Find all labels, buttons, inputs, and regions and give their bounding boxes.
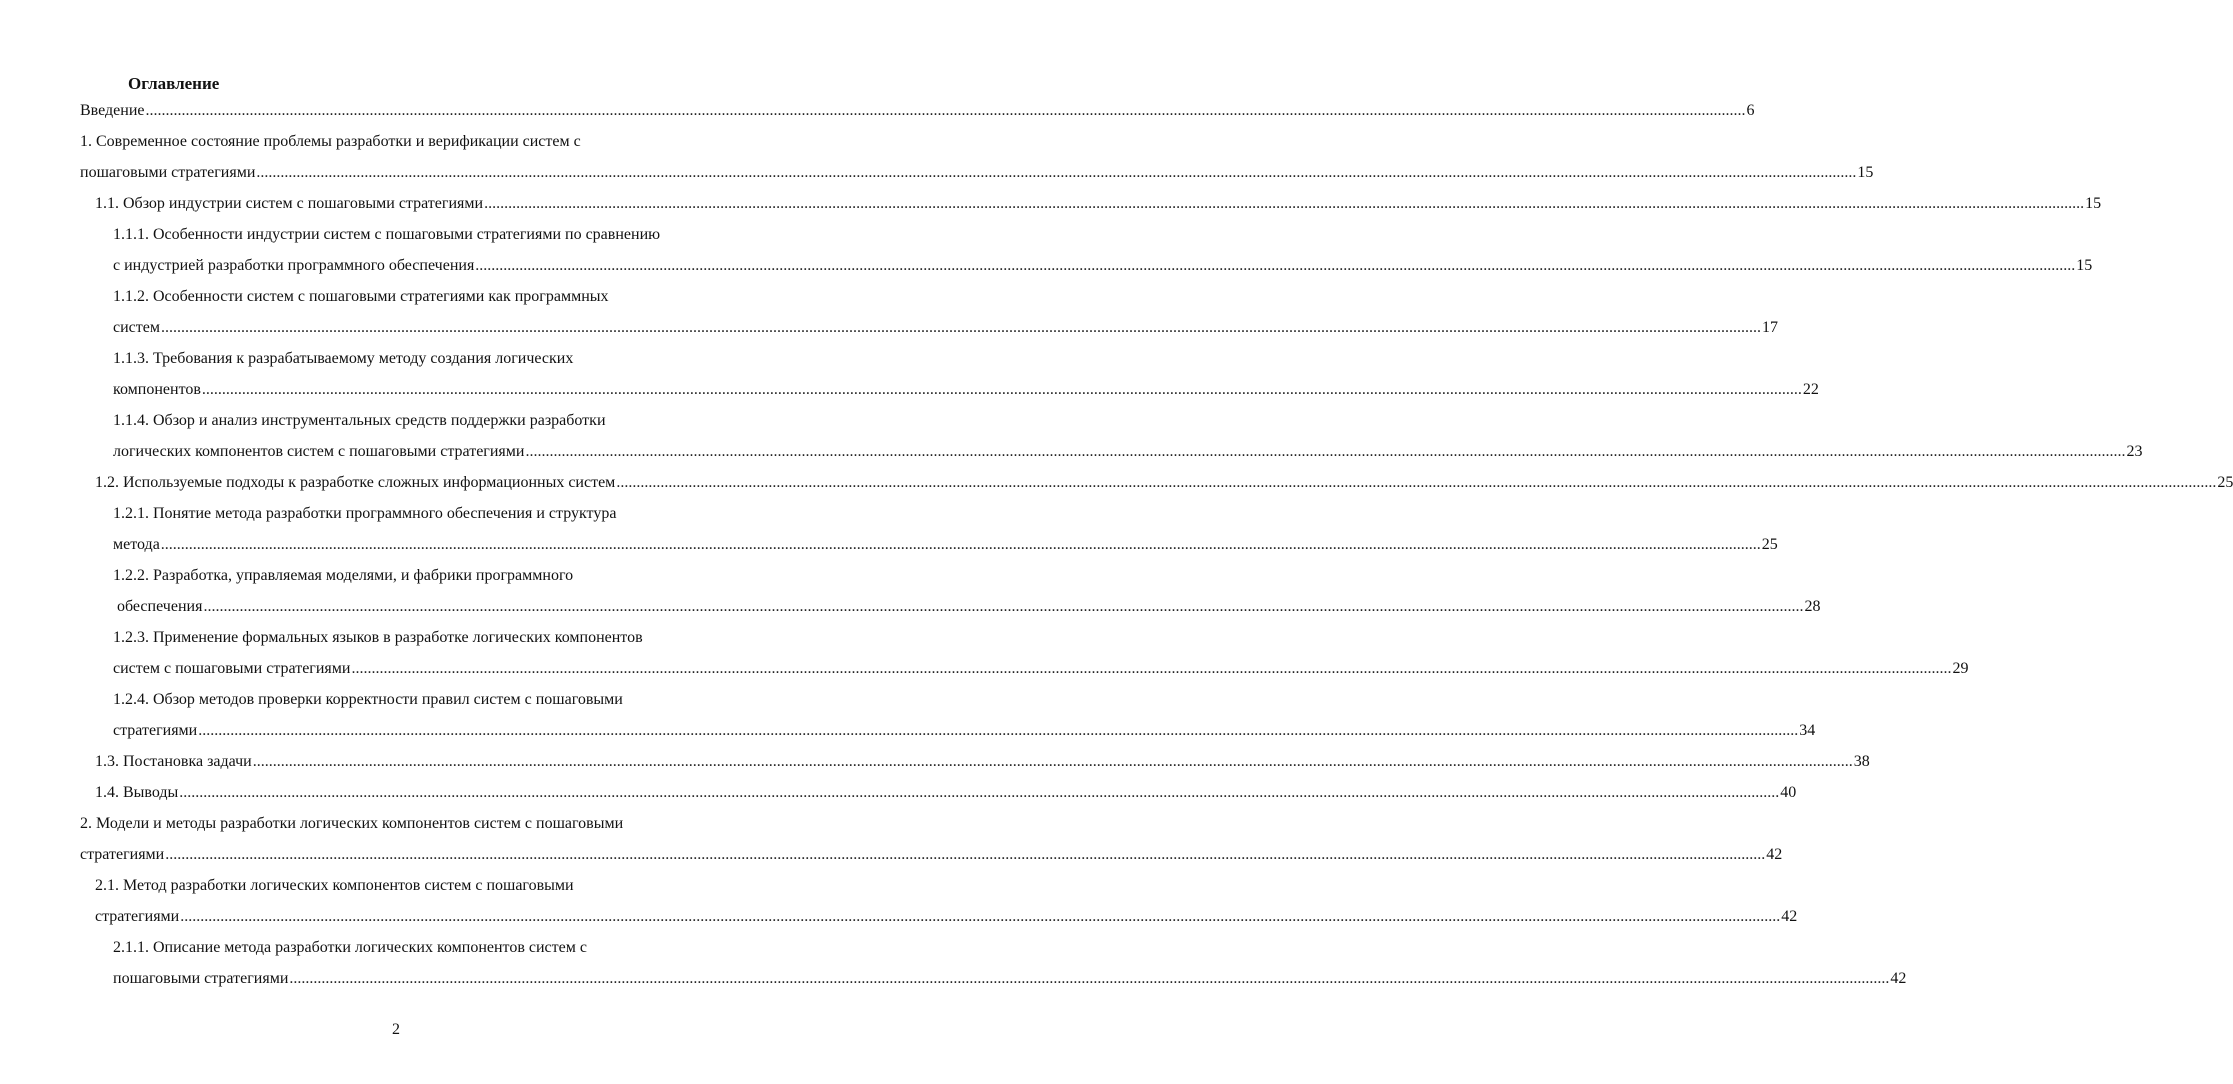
toc-leader: ................................................................................................................................................................................................................................................................................................................................................................................................................ <box>252 753 1853 770</box>
toc-entry-page: 17 <box>1761 319 1778 336</box>
toc-entry-page: 23 <box>2126 443 2143 460</box>
toc-entry-page: 15 <box>2076 257 2093 274</box>
toc-leader: ................................................................................................................................................................................................................................................................................................................................................................................................................ <box>525 443 2126 460</box>
toc-entry-1-2-1-line1[interactable] <box>113 499 616 529</box>
toc-entry-text: 2. Модели и методы разработки логических компонентов систем с пошаговыми <box>80 815 624 832</box>
toc-entry-text: компонентов <box>113 381 201 398</box>
toc-entry-intro[interactable] <box>80 96 1755 126</box>
toc-leader: ................................................................................................................................................................................................................................................................................................................................................................................................................ <box>201 381 1802 398</box>
toc-leader: ................................................................................................................................................................................................................................................................................................................................................................................................................ <box>179 784 1780 801</box>
toc-entry-1-2-1-line2[interactable] <box>113 530 1778 560</box>
toc-entry-text: 1.2.4. Обзор методов проверки корректности правил систем с пошаговыми <box>113 691 623 708</box>
toc-entry-1-1[interactable] <box>95 189 2102 219</box>
toc-leader: ................................................................................................................................................................................................................................................................................................................................................................................................................ <box>475 257 2076 274</box>
toc-entry-text: 1.1.4. Обзор и анализ инструментальных средств поддержки разработки <box>113 412 606 429</box>
toc-entry-page: 28 <box>1804 598 1821 615</box>
toc-leader: ................................................................................................................................................................................................................................................................................................................................................................................................................ <box>145 102 1746 119</box>
toc-entry-1-4[interactable] <box>95 778 1797 808</box>
toc-entry-page: 15 <box>1857 164 1874 181</box>
toc-entry-text: обеспечения <box>117 598 203 615</box>
toc-leader: ................................................................................................................................................................................................................................................................................................................................................................................................................ <box>203 598 1804 615</box>
toc-entry-text: логических компонентов систем с пошаговыми стратегиями <box>113 443 525 460</box>
toc-entry-2-1-1-line2[interactable] <box>113 964 1907 994</box>
toc-entry-text: 2.1.1. Описание метода разработки логических компонентов систем с <box>113 939 587 956</box>
toc-entry-page: 25 <box>2217 474 2233 491</box>
toc-entry-page: 15 <box>2085 195 2102 212</box>
toc-entry-1-line1[interactable] <box>80 127 581 157</box>
toc-entry-text: систем <box>113 319 160 336</box>
toc-entry-page: 42 <box>1890 970 1907 987</box>
toc-entry-text: пошаговыми стратегиями <box>113 970 289 987</box>
toc-leader: ................................................................................................................................................................................................................................................................................................................................................................................................................ <box>160 536 1761 553</box>
toc-leader: ................................................................................................................................................................................................................................................................................................................................................................................................................ <box>165 846 1766 863</box>
toc-entry-1-1-2-line2[interactable] <box>113 313 1778 343</box>
toc-entry-page: 29 <box>1952 660 1969 677</box>
toc-entry-1-2-3-line2[interactable] <box>113 654 1969 684</box>
toc-entry-page: 6 <box>1746 102 1755 119</box>
toc-entry-text: пошаговыми стратегиями <box>80 164 256 181</box>
toc-entry-text: с индустрией разработки программного обеспечения <box>113 257 475 274</box>
toc-entry-page: 40 <box>1780 784 1797 801</box>
toc-entry-text: 2.1. Метод разработки логических компонентов систем с пошаговыми <box>95 877 574 894</box>
toc-entry-page: 25 <box>1761 536 1778 553</box>
toc-entry-text: 1.4. Выводы <box>95 784 179 801</box>
toc-leader: ................................................................................................................................................................................................................................................................................................................................................................................................................ <box>484 195 2085 212</box>
toc-entry-page: 38 <box>1853 753 1870 770</box>
toc-entry-2-line2[interactable] <box>80 840 1783 870</box>
toc-entry-2-1-line2[interactable] <box>95 902 1798 932</box>
toc-entry-text: 1.1.3. Требования к разрабатываемому методу создания логических <box>113 350 574 367</box>
toc-entry-1-2-4-line1[interactable] <box>113 685 623 715</box>
toc-leader: ................................................................................................................................................................................................................................................................................................................................................................................................................ <box>180 908 1781 925</box>
toc-entry-1-1-2-line1[interactable] <box>113 282 609 312</box>
toc-leader: ................................................................................................................................................................................................................................................................................................................................................................................................................ <box>256 164 1857 181</box>
toc-entry-2-line1[interactable] <box>80 809 623 839</box>
toc-entry-1-2[interactable] <box>95 468 2233 498</box>
toc-leader: ................................................................................................................................................................................................................................................................................................................................................................................................................ <box>198 722 1799 739</box>
toc-entry-1-1-1-line2[interactable] <box>113 251 2093 281</box>
toc-entry-1-line2[interactable] <box>80 158 1874 188</box>
toc-entry-1-2-2-line1[interactable] <box>113 561 573 591</box>
toc-entry-page: 22 <box>1802 381 1819 398</box>
toc-entry-1-2-2-line2[interactable] <box>117 592 1821 622</box>
toc-entry-text: систем с пошаговыми стратегиями <box>113 660 351 677</box>
toc-title: Оглавление <box>128 74 220 93</box>
toc-entry-text: 1.2.2. Разработка, управляемая моделями, и фабрики программного <box>113 567 574 584</box>
toc-entry-1-1-4-line2[interactable] <box>113 437 2143 467</box>
toc-entry-text: стратегиями <box>113 722 198 739</box>
toc-entry-text: 1.3. Постановка задачи <box>95 753 252 770</box>
toc-entry-text: 1.2.1. Понятие метода разработки программного обеспечения и структура <box>113 505 617 522</box>
toc-leader: ................................................................................................................................................................................................................................................................................................................................................................................................................ <box>351 660 1952 677</box>
toc-entry-1-1-3-line2[interactable] <box>113 375 1819 405</box>
toc-entry-text: 1.2.3. Применение формальных языков в разработке логических компонентов <box>113 629 643 646</box>
toc-entry-text: 1.2. Используемые подходы к разработке сложных информационных систем <box>95 474 616 491</box>
toc-entry-1-3[interactable] <box>95 747 1870 777</box>
toc-entry-2-1-line1[interactable] <box>95 871 574 901</box>
toc-entry-text: Введение <box>80 102 145 119</box>
toc-entry-text: метода <box>113 536 160 553</box>
toc-entry-1-1-4-line1[interactable] <box>113 406 606 436</box>
toc-leader: ................................................................................................................................................................................................................................................................................................................................................................................................................ <box>160 319 1761 336</box>
toc-entry-1-2-4-line2[interactable] <box>113 716 1816 746</box>
toc-entry-page: 42 <box>1781 908 1798 925</box>
toc-entry-1-2-3-line1[interactable] <box>113 623 643 653</box>
toc-entry-text: стратегиями <box>80 846 165 863</box>
toc-entry-text: стратегиями <box>95 908 180 925</box>
toc-entry-1-1-3-line1[interactable] <box>113 344 573 374</box>
toc-entry-page: 34 <box>1799 722 1816 739</box>
toc-entry-page: 42 <box>1766 846 1783 863</box>
toc-entry-1-1-1-line1[interactable] <box>113 220 660 250</box>
toc-leader: ................................................................................................................................................................................................................................................................................................................................................................................................................ <box>289 970 1890 987</box>
toc-leader: ................................................................................................................................................................................................................................................................................................................................................................................................................ <box>616 474 2217 491</box>
toc-entry-text: 1.1. Обзор индустрии систем с пошаговыми стратегиями <box>95 195 484 212</box>
toc-entry-text: 1.1.2. Особенности систем с пошаговыми стратегиями как программных <box>113 288 609 305</box>
toc-entry-text: 1.1.1. Особенности индустрии систем с пошаговыми стратегиями по сравнению <box>113 226 661 243</box>
toc-entry-2-1-1-line1[interactable] <box>113 933 587 963</box>
toc-entry-text: 1. Современное состояние проблемы разработки и верификации систем с <box>80 133 581 150</box>
page-number: 2 <box>392 1021 400 1038</box>
